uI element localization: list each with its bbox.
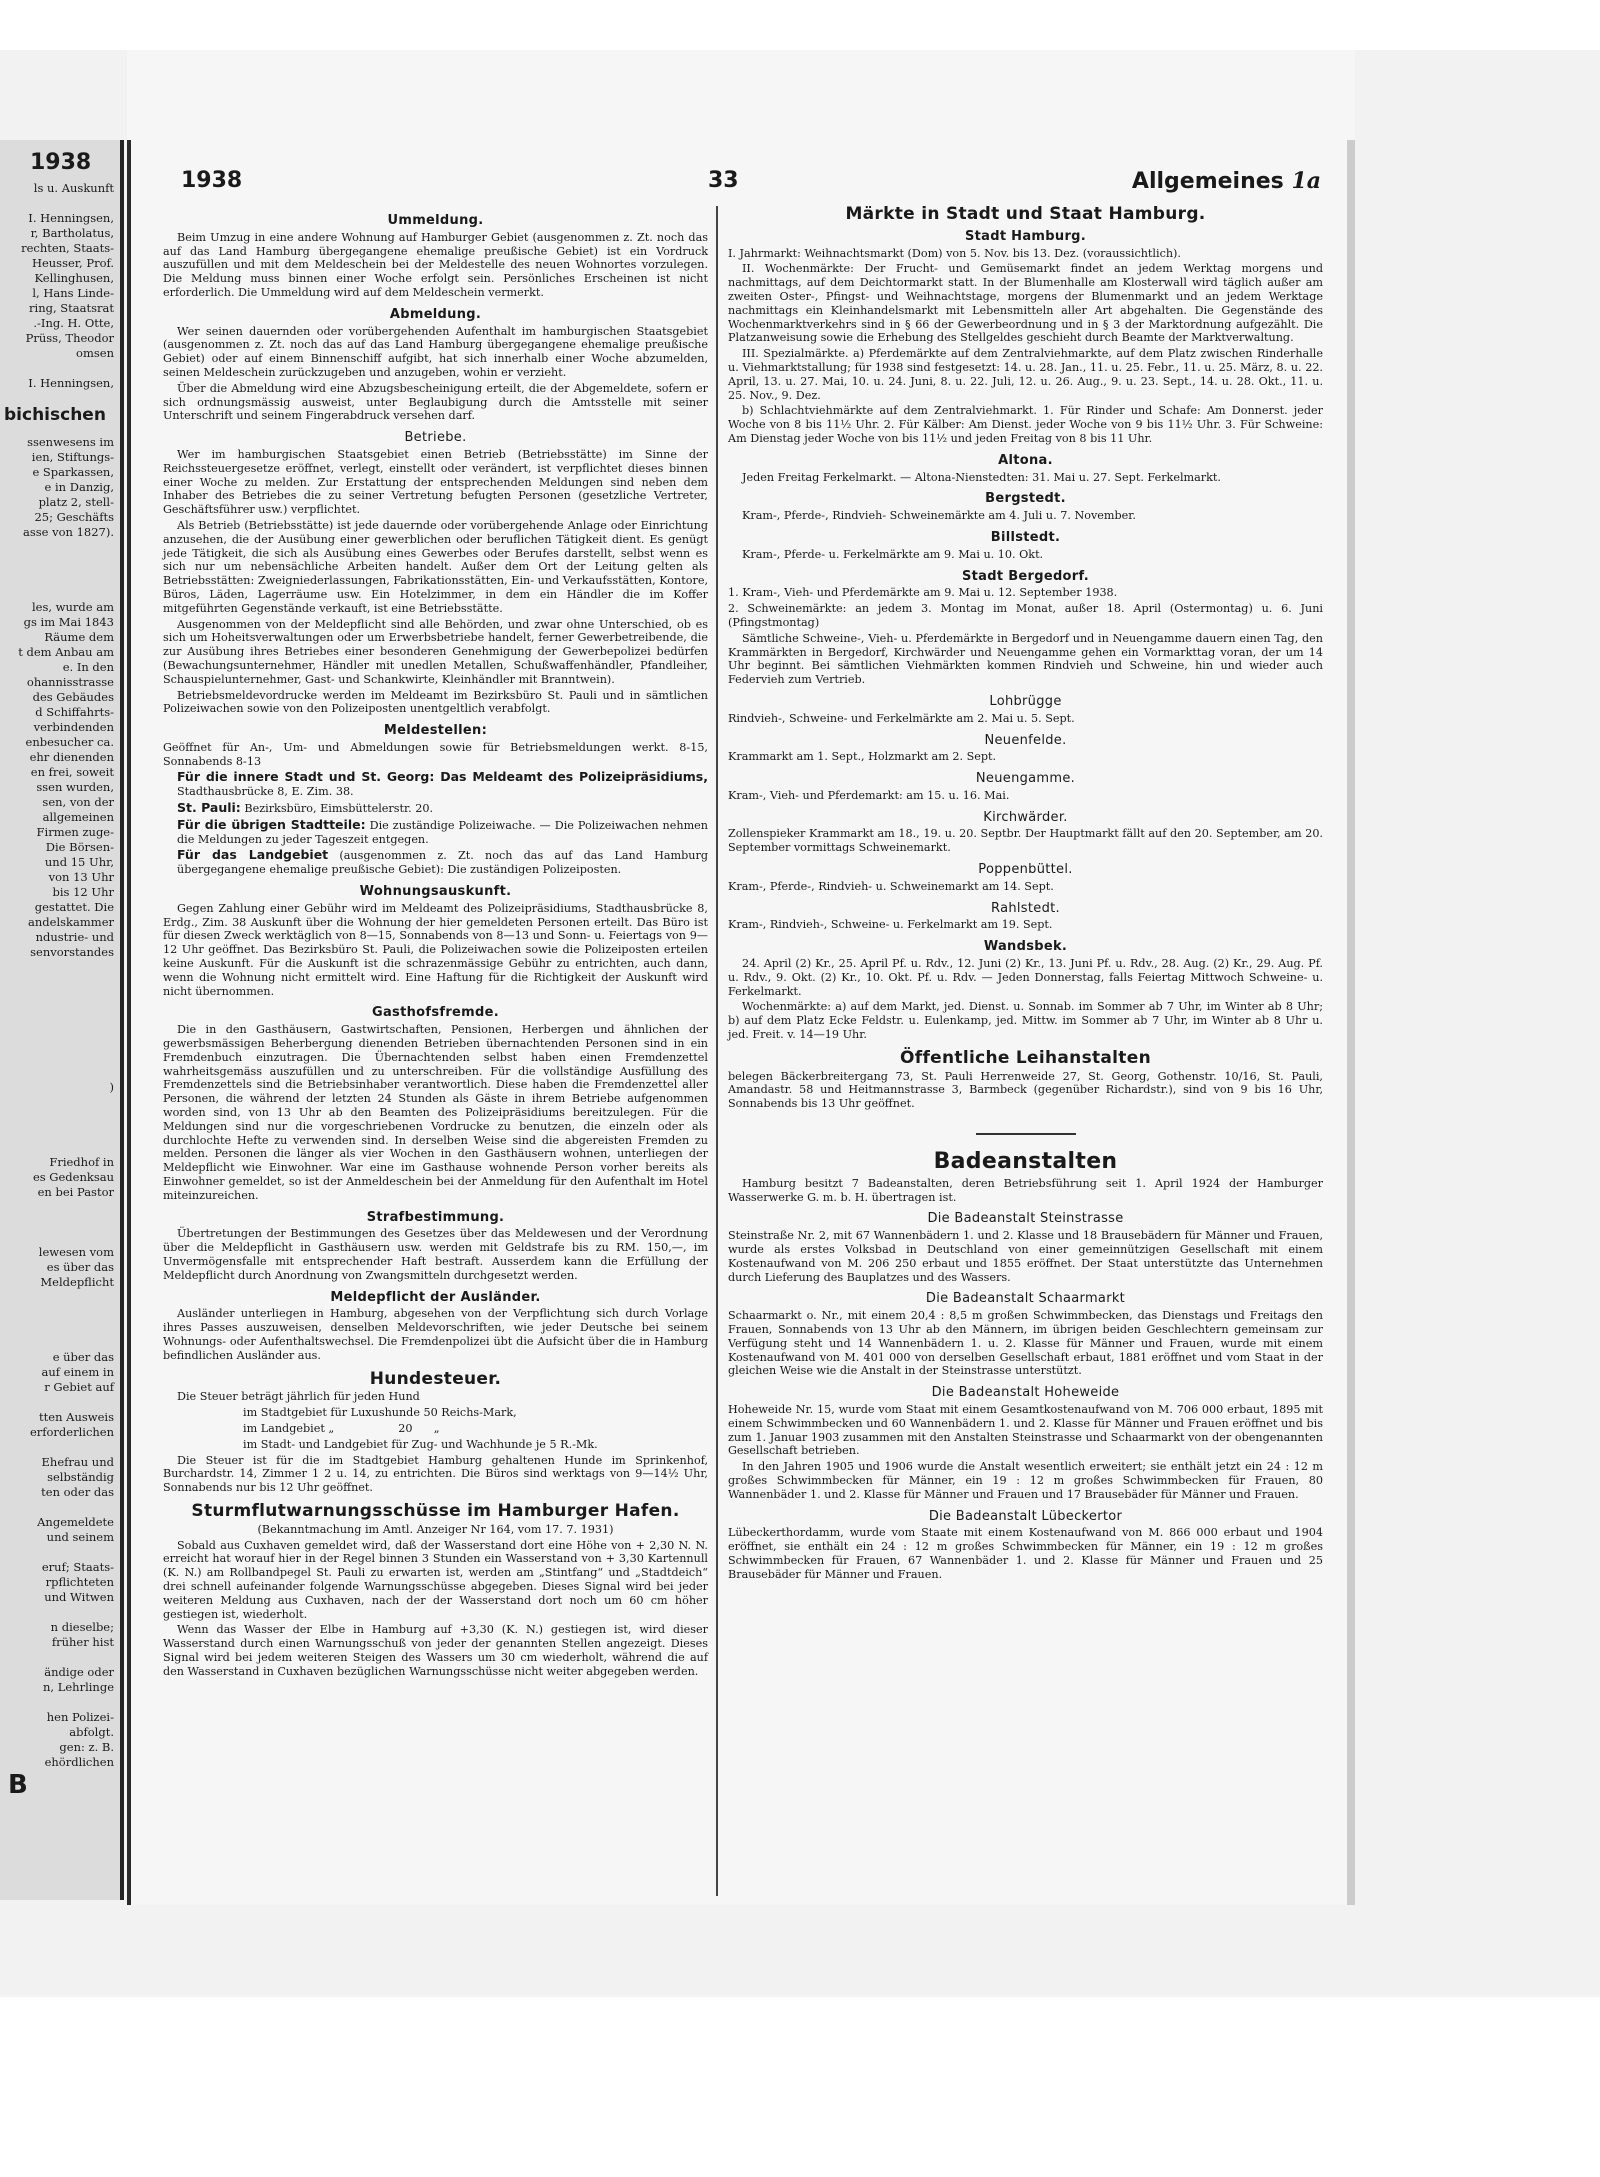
- left-page-bottom-line: en bei Pastor: [37, 1185, 114, 1199]
- left-page-bottom-line: e. In den: [62, 660, 114, 674]
- text-sturmflut-2: Wenn das Wasser der Elbe in Hamburg auf +3,30 (K. N.) gestiegen ist, wird dieser Wasserstand durch einen Warnungsschuß von jeder der genannten Stellen angezeigt. Dieses Signal wird bei jedem weiteren Steigen des Wassers um 30 cm wiederholt, während die auf den Wasserstand in Cuxhaven bezüglichen Warnungsschüsse nicht weiter abgegeben werden.: [163, 1623, 708, 1678]
- left-page-bottom-line: [0, 1500, 114, 1515]
- header-section: [1132, 168, 1321, 194]
- meldestelle-st-pauli: [163, 801, 708, 816]
- left-page-bottom-line: les, wurde am: [31, 600, 114, 614]
- text-betriebe-1: Wer im hamburgischen Staatsgebiet einen Betrieb (Betriebsstätte) im Sinne der Reichssteuergesetze eröffnet, verlegt, einstellt oder verändert, ist verpflichtet dieses binnen einer Woche zu melden. Zur Erstattung der entsprechenden Meldungen sind neben dem Inhaber des Betriebes die zu seiner Vertretung befugten Personen (gesetzliche Vertreter, Geschäftsführer usw.) verpflichtet.: [163, 447, 708, 517]
- text-wandsbek-1: 24. April (2) Kr., 25. April Pf. u. Rdv., 12. Juni (2) Kr., 13. Juni Pf. u. Rdv., 28. Aug. (2) Kr., 29. Aug. Pf. u. Rdv., 9. Okt. (2) Kr., 10. Okt. Pf. u. Rdv. — Jeden Donnerstag, falls Feiertag Mittwoch Schweine- u. Ferkelmarkt.: [728, 957, 1323, 998]
- text-hoheweide-2: In den Jahren 1905 und 1906 wurde die Anstalt wesentlich erweitert; sie enthält jetzt ein 24 : 12 m großes Schwimmbecken für Männer, ein 19 : 12 m großes Schwimmbecken für Frauen, 80 Wannenbäder 1. und 2. Klasse für Männer und Frauen und 17 Brausebäder für Männer und Frauen.: [728, 1460, 1323, 1501]
- heading-bergstedt: Bergstedt.: [985, 491, 1066, 507]
- left-page-bottom-line: [0, 1065, 114, 1080]
- left-page-top-line: r, Bartholatus,: [30, 226, 114, 240]
- meldestelle-uebrige: [163, 818, 708, 847]
- text-meldestellen-intro: Geöffnet für An-, Um- und Abmeldungen sowie für Betriebsmeldungen werkt. 8-15, Sonnabends 8-13: [163, 740, 708, 768]
- left-page-top-line: I. Henningsen,: [28, 376, 114, 390]
- left-page-bottom-line: selbständig: [47, 1470, 114, 1484]
- left-page-bottom-line: [0, 1005, 114, 1020]
- left-page-bottom-line: eruf; Staats-: [41, 1560, 114, 1574]
- text-neuenfelde: Krammarkt am 1. Sept., Holzmarkt am 2. Sept.: [728, 750, 997, 764]
- text-wochenmaerkte: II. Wochenmärkte: Der Frucht- und Gemüsemarkt findet an jedem Werktag morgens und nachmittags, auf dem Deichtormarkt statt. In der Blumenhalle am Klosterwall wird täglich außer am zweiten Oster-, Pfingst- und Weihnachtstage, morgens der Blumenmarkt und an jedem Werktage nachmittags ein Kleinhandelsmarkt mit Lebensmitteln aller Art abgehalten. Die Gegenstände des Wochenmarktverkehrs sind in § 66 der Gewerbeordnung und in § 3 der Marktordnung aufgezählt. Die Platzanweisung sowie die Erhebung des Stellgeldes geschieht durch Beamte der Marktverwaltung.: [728, 262, 1323, 345]
- left-page-bottom-line: Räume dem: [44, 630, 114, 644]
- left-page-bottom-line: und 15 Uhr,: [44, 855, 114, 869]
- text-abmeldung-1: Wer seinen dauernden oder vorübergehenden Aufenthalt im hamburgischen Staatsgebiet (ausgenommen z. Zt. noch das auf das Land Hamburg übergegangene ehemalige preußische Gebiet) oder auf einem Binnenschiff aufgibt, hat sich innerhalb einer Woche abzumelden, seinen Meldeschein zurückzugeben und anzugeben, wohin er verzieht.: [163, 324, 708, 379]
- page: [127, 140, 1351, 1905]
- meldestelle-innere-stadt: [163, 770, 708, 799]
- left-page-top-line: [0, 196, 114, 211]
- left-page-lines-top: [0, 181, 120, 391]
- left-page-bottom-line: ehr dienenden: [29, 750, 114, 764]
- heading-betriebe: Betriebe.: [404, 430, 467, 446]
- left-page-bottom-line: [0, 990, 114, 1005]
- left-page-bottom-line: [0, 570, 114, 585]
- page-right-edge: [1347, 140, 1355, 1905]
- text-sturmflut-1: Sobald aus Cuxhaven gemeldet wird, daß der Wasserstand dort eine Höhe von + 2,30 N. N. erreicht hat worauf hier in der Regel binnen 3 Stunden ein Wasserstand von + 3,30 Kartennull (K. N.) am Rollbandpegel St. Pauli zu erwarten ist, werden am „Stintfang“ und „Stadtdeich“ drei schnell aufeinander folgende Warnungsschüsse abgegeben. Dieses Signal wird bei jeder weiteren Meldung aus Cuxhaven, nach der der Wasserstand dort noch um 60 cm höher gestiegen ist, wiederholt.: [163, 1538, 708, 1621]
- left-page-bottom-line: [0, 1395, 114, 1410]
- left-page-bottom-line: e Sparkassen,: [32, 465, 114, 479]
- text-betriebe-2: Als Betrieb (Betriebsstätte) ist jede dauernde oder vorübergehende Anlage oder Einrichtung anzusehen, die der Ausübung einer gewerblichen oder beruflichen Tätigkeit dient. Es genügt jede Tätigkeit, die sich als Ausübung eines Gewerbes oder Berufes darstellt, selbst wenn es sich nur um nebensächliche Arbeiten handelt. Außer dem Ort der Leitung gelten als Betriebsstätten: Zweigniederlassungen, Fabrikationsstätten, Ein- und Verkaufsstätten, Kontore, Büros, Läden, Lagerräume usw. Ein Hotelzimmer, in dem ein Händler die im Koffer mitgeführten Gegenstände verkauft, ist eine Betriebsstätte.: [163, 518, 708, 615]
- meldestelle-uebrige-label: Für die übrigen Stadtteile:: [177, 816, 366, 832]
- left-page-bottom-line: von 13 Uhr: [48, 870, 114, 884]
- left-page-bottom-line: [0, 1290, 114, 1305]
- heading-gasthofsfremde: Gasthofsfremde.: [372, 1005, 499, 1021]
- left-page-bottom-line: Ehefrau und: [41, 1455, 114, 1469]
- left-page-bottom-line: [0, 960, 114, 975]
- left-page-bottom-line: senvorstandes: [30, 945, 114, 959]
- left-page-bottom-line: e in Danzig,: [44, 480, 114, 494]
- meldestelle-innere-stadt-text: Stadthausbrücke 8, E. Zim. 38.: [177, 785, 354, 799]
- left-page-bottom-line: [0, 1320, 114, 1335]
- column-left: [163, 206, 708, 1681]
- text-schlachtvieh: b) Schlachtviehmärkte auf dem Zentralviehmarkt. 1. Für Rinder und Schafe: Am Donnerst. jeder Woche von 8 bis 11½ Uhr. 2. Für Kälber: Am Dienst. jeder Woche von 9 bis 11½ Uhr. 3. Für Schweine: Am Dienstag jeder Woche von bis 11½ und jeden Freitag von 8 bis 11 Uhr.: [728, 404, 1323, 445]
- header-page-number: 33: [708, 168, 739, 193]
- left-page-bottom-line: gestattet. Die: [34, 900, 114, 914]
- left-page-bottom-line: [0, 555, 114, 570]
- text-abmeldung-2: Über die Abmeldung wird eine Abzugsbescheinigung erteilt, die der Abgemeldete, sofern er sich ordnungsmässig ausweist, unter Beglaubigung durch die Amtsstelle mit seiner Unterschrift und seinem Fingerabdruck versehen darf.: [163, 381, 708, 423]
- left-page-bottom-line: 25; Geschäfts: [34, 510, 114, 524]
- left-page-bottom-line: ): [109, 1080, 114, 1094]
- left-page-bottom-line: [0, 1605, 114, 1620]
- left-page-bottom-line: [0, 1440, 114, 1455]
- meldestelle-st-pauli-label: St. Pauli:: [177, 800, 241, 816]
- text-leihanstalten: belegen Bäckerbreitergang 73, St. Pauli Herrenweide 27, St. Georg, Gothenstr. 10/16, St. Pauli, Amandastr. 58 und Heitmannstrasse 3, Barmbeck (gegenüber Richardstr.), sind von 9 bis 16 Uhr, Sonnabends bis 13 Uhr geöffnet.: [728, 1069, 1323, 1111]
- left-page-bottom-line: n dieselbe;: [50, 1620, 114, 1634]
- left-page-bottom-line: [0, 1215, 114, 1230]
- left-page-bottom-line: früher hist: [51, 1635, 114, 1649]
- heading-rahlstedt: Rahlstedt.: [991, 900, 1060, 916]
- left-page-top-line: Heusser, Prof.: [31, 256, 114, 270]
- left-page-bottom-line: [0, 540, 114, 555]
- left-page-bottom-line: platz 2, stell-: [38, 495, 114, 509]
- left-page-bottom-line: erforderlichen: [29, 1425, 114, 1439]
- left-page-bottom-line: [0, 1035, 114, 1050]
- page-header: [131, 168, 1351, 198]
- left-page-bottom-line: [0, 1695, 114, 1710]
- left-page-top-line: rechten, Staats-: [21, 241, 114, 255]
- left-page-bottom-line: d Schiffahrts-: [35, 705, 114, 719]
- left-page-top-line: ls u. Auskunft: [33, 181, 114, 195]
- left-page-bottom-line: e über das: [52, 1350, 114, 1364]
- heading-schaarmarkt: Die Badeanstalt Schaarmarkt: [925, 1291, 1126, 1307]
- left-page-bottom-line: r Gebiet auf: [44, 1380, 114, 1394]
- left-page-bottom-line: auf einem in: [41, 1365, 114, 1379]
- text-jahrmarkt: I. Jahrmarkt: Weihnachtsmarkt (Dom) von 5. Nov. bis 13. Dez. (voraussichtlich).: [728, 246, 1181, 260]
- left-page-heading: bichischen: [4, 405, 106, 425]
- column-divider: [716, 206, 718, 1896]
- left-page-bottom-line: Meldepflicht: [40, 1275, 114, 1289]
- left-page-bottom-line: rpflichteten: [45, 1575, 114, 1589]
- text-kirchwaerder: Zollenspieker Krammarkt am 18., 19. u. 20. Septbr. Der Hauptmarkt fällt auf den 20. September, am 20. September vormittags Schweinemarkt.: [728, 827, 1323, 855]
- left-page-bottom-line: ndustrie- und: [35, 930, 114, 944]
- heading-neuenfelde: Neuenfelde.: [984, 732, 1067, 748]
- left-page-bottom-line: [0, 1125, 114, 1140]
- heading-ummeldung: Ummeldung.: [387, 213, 484, 228]
- heading-leihanstalten: Öffentliche Leihanstalten: [900, 1047, 1151, 1068]
- left-page-bottom-line: es über das: [46, 1260, 114, 1274]
- left-page-bottom-line: [0, 1545, 114, 1560]
- left-page-bottom-line: [0, 1200, 114, 1215]
- text-poppenbuettel: Kram-, Pferde-, Rindvieh- u. Schweinemarkt am 14. Sept.: [728, 879, 1054, 893]
- left-page-bottom-line: en frei, soweit: [30, 765, 114, 779]
- heading-bergedorf: Stadt Bergedorf.: [962, 568, 1089, 584]
- text-lohbruegge: Rindvieh-, Schweine- und Ferkelmärkte am 2. Mai u. 5. Sept.: [728, 711, 1075, 725]
- heading-meldestellen: Meldestellen:: [383, 723, 488, 739]
- text-bergedorf-2: 2. Schweinemärkte: an jedem 3. Montag im Monat, außer 18. April (Ostermontag) u. 6. Juni (Pfingstmontag): [728, 602, 1323, 629]
- text-hundesteuer-line-1: im Stadtgebiet für Luxushunde 50 Reichs-Mark,: [243, 1406, 517, 1420]
- heading-sturmflut: Sturmflutwarnungsschüsse im Hamburger Hafen.: [191, 1500, 680, 1521]
- heading-wohnungsauskunft: Wohnungsauskunft.: [359, 884, 512, 900]
- heading-billstedt: Billstedt.: [990, 529, 1061, 545]
- left-page-bottom-line: ssenwesens im: [27, 435, 114, 449]
- left-page-bottom-line: [0, 1095, 114, 1110]
- section-rule: [976, 1133, 1076, 1135]
- heading-abmeldung: Abmeldung.: [389, 306, 482, 322]
- left-page-bottom-line: Friedhof in: [49, 1155, 114, 1169]
- heading-steinstrasse: Die Badeanstalt Steinstrasse: [927, 1211, 1124, 1227]
- left-page-bottom-line: bis 12 Uhr: [52, 885, 114, 899]
- left-page-top-line: Kellinghusen,: [34, 271, 114, 285]
- left-page-bottom-line: lewesen vom: [38, 1245, 114, 1259]
- heading-auslaender: Meldepflicht der Ausländer.: [330, 1289, 541, 1305]
- left-page-bottom-line: [0, 1050, 114, 1065]
- text-luebeckertor: Lübeckerthordamm, wurde vom Staate mit einem Kostenaufwand von M. 866 000 erbaut und 1904 eröffnet, sie enthält ein 24 : 12 m großes Schwimmbecken für Männer, ein 19 : 12 m großes Schwimmbecken für Frauen, 67 Wannenbäder 1. und 2. Klasse für Männer und Frauen und 25 Brausebäder für Männer und Frauen.: [728, 1526, 1323, 1581]
- left-page-bottom-line: Die Börsen-: [45, 840, 114, 854]
- left-page-strip: [0, 140, 124, 1900]
- meldestelle-landgebiet: [163, 848, 708, 877]
- column-right: [728, 206, 1323, 1584]
- heading-wandsbek: Wandsbek.: [983, 939, 1068, 955]
- meldestelle-landgebiet-text: (ausgenommen z. Zt. noch das auf das Land Hamburg übergegangene ehemalige preußische Gebiet): Die zuständigen Polizeiposten.: [177, 849, 709, 877]
- left-page-bottom-line: [0, 1335, 114, 1350]
- page-top-margin: [127, 50, 1355, 140]
- text-altona: Jeden Freitag Ferkelmarkt. — Altona-Nienstedten: 31. Mai u. 27. Sept. Ferkelmarkt.: [742, 470, 1221, 484]
- left-page-bottom-line: abfolgt.: [69, 1725, 114, 1739]
- text-bergedorf-1: 1. Kram-, Vieh- und Pferdemärkte am 9. Mai u. 12. September 1938.: [728, 586, 1118, 600]
- left-page-bottom-line: und Witwen: [44, 1590, 114, 1604]
- meldestelle-uebrige-text: Die zuständige Polizeiwache. — Die Polizeiwachen nehmen die Meldungen zu jeder Tageszeit entgegen.: [177, 818, 709, 846]
- left-page-bottom-line: tten Ausweis: [39, 1410, 114, 1424]
- left-page-top-line: I. Henningsen,: [28, 211, 114, 225]
- left-page-bottom-line: [0, 1110, 114, 1125]
- text-hoheweide-1: Hoheweide Nr. 15, wurde vom Staat mit einem Gesamtkostenaufwand von M. 706 000 erbaut, 1895 mit einem Schwimmbecken und 60 Wannenbädern 1. und 2. Klasse für Männer und Frauen eröffnet und bis zum 1. Januar 1903 zusammen mit den Anstalten Steinstrasse und Schaarmarkt von der obengenannten Gesellschaft betrieben.: [728, 1402, 1323, 1458]
- heading-badeanstalten: Badeanstalten: [933, 1149, 1118, 1175]
- left-page-bottom-line: es Gedenksau: [32, 1170, 114, 1184]
- text-schaarmarkt: Schaarmarkt o. Nr., mit einem 20,4 : 8,5 m großen Schwimmbecken, das Dienstags und Freitags den Frauen, Sonnabends von 13 Uhr ab den Männern, im übrigen beiden Geschlechtern gemeinsam zur Verfügung steht und 14 Wannenbädern 1. u. 2. Klasse für Männer und Frauen, wurde mit einem Kostenaufwand von M. 401 000 von derselben Gesellschaft erbaut, 1881 eröffnet und vom Staat in der gleichen Weise wie die Anstalt in der Steinstrasse unterstützt.: [728, 1309, 1323, 1378]
- left-page-bottom-line: allgemeinen: [42, 810, 114, 824]
- left-page-lines-bottom: [0, 435, 120, 1770]
- left-page-bottom-line: [0, 1650, 114, 1665]
- heading-poppenbuettel: Poppenbüttel.: [978, 862, 1073, 878]
- text-bergstedt: Kram-, Pferde-, Rindvieh- Schweinemärkte am 4. Juli u. 7. November.: [742, 509, 1136, 523]
- left-page-bottom-line: [0, 1305, 114, 1320]
- text-rahlstedt: Kram-, Rindvieh-, Schweine- u. Ferkelmarkt am 19. Sept.: [728, 918, 1053, 932]
- left-page-top-line: .-Ing. H. Otte,: [33, 316, 114, 330]
- text-auslaender: Ausländer unterliegen in Hamburg, abgesehen von der Verpflichtung sich durch Vorlage ihres Passes auszuweisen, denselben Meldevorschriften, wie jeder Deutsche bei seinem Wohnungs- oder Aufenthaltswechsel. Die Fremdenpolizei übt die Aufsicht über die in Hamburg befindlichen Ausländer aus.: [163, 1307, 708, 1362]
- left-page-bottom-line: [0, 975, 114, 990]
- heading-kirchwaerder: Kirchwärder.: [983, 809, 1068, 825]
- left-page-bottom-line: ien, Stiftungs-: [31, 450, 114, 464]
- left-page-top-line: [0, 361, 114, 376]
- text-badeanstalten-intro: Hamburg besitzt 7 Badeanstalten, deren Betriebsführung seit 1. April 1924 der Hamburger Wasserwerke G. m. b. H. übertragen ist.: [728, 1176, 1323, 1204]
- text-wandsbek-2: Wochenmärkte: a) auf dem Markt, jed. Dienst. u. Sonnab. im Sommer ab 7 Uhr, im Winter ab 8 Uhr; b) auf dem Platz Ecke Feldstr. u. Eulenkamp, jed. Mittw. im Sommer ab 7 Uhr, im Winter ab 8 Uhr u. jed. Freit. v. 14—19 Uhr.: [728, 1000, 1323, 1042]
- text-bergedorf-3: Sämtliche Schweine-, Vieh- u. Pferdemärkte in Bergedorf und in Neuengamme dauern einen Tag, den Krammärkten in Bergedorf, Kirchwärder und Neuengamme gehen ein Vormarkttag voran, der um 14 Uhr beginnt. Bei sämtlichen Viehmärkten kommen Rindvieh und Schweine, hin und wieder auch Federvieh zum Vertrieb.: [728, 631, 1323, 687]
- left-page-top-line: l, Hans Linde-: [32, 286, 114, 300]
- text-billstedt: Kram-, Pferde- u. Ferkelmärkte am 9. Mai u. 10. Okt.: [742, 547, 1044, 561]
- left-page-bottom-line: und seinem: [46, 1530, 114, 1544]
- heading-hoheweide: Die Badeanstalt Hoheweide: [931, 1385, 1120, 1401]
- left-page-bottom-line: andelskammer: [28, 915, 114, 929]
- left-page-bottom-line: ohannisstrasse: [26, 675, 114, 689]
- left-page-year: 1938: [30, 150, 92, 175]
- left-page-bottom-line: enbesucher ca.: [25, 735, 114, 749]
- left-page-bottom-line: ten oder das: [41, 1485, 114, 1499]
- heading-strafbestimmung: Strafbestimmung.: [366, 1209, 505, 1225]
- heading-hundesteuer: Hundesteuer.: [369, 1368, 502, 1389]
- text-steinstrasse: Steinstraße Nr. 2, mit 67 Wannenbädern 1. und 2. Klasse und 18 Brausebädern für Männer und Frauen, wurde als erstes Volksbad in Deutschland von einer gemeinnützigen Gesellschaft mit einem Kostenaufwand von M. 206 250 erbaut und 1855 eröffnet. Der Staat unterstützte das Unternehmen durch Lieferung des Bauplatzes und des Wassers.: [728, 1229, 1323, 1284]
- heading-luebeckertor: Die Badeanstalt Lübeckertor: [928, 1508, 1123, 1524]
- text-hundesteuer-intro: Die Steuer beträgt jährlich für jeden Hund: [177, 1390, 420, 1404]
- left-page-bottom-line: hen Polizei-: [46, 1710, 114, 1724]
- left-page-bottom-line: [0, 585, 114, 600]
- left-page-bottom-line: Firmen zuge-: [36, 825, 114, 839]
- heading-stadt-hamburg: Stadt Hamburg.: [964, 228, 1086, 244]
- heading-lohbruegge: Lohbrügge: [989, 693, 1062, 709]
- header-section-name: Allgemeines: [1131, 169, 1284, 194]
- left-page-top-line: Prüss, Theodor: [25, 331, 114, 345]
- left-page-bottom-line: ändige oder: [44, 1665, 114, 1679]
- left-page-bottom-line: asse von 1827).: [22, 525, 114, 539]
- left-page-top-line: omsen: [76, 346, 114, 360]
- left-page-bottom-line: [0, 1020, 114, 1035]
- left-page-bottom-letter: B: [8, 1770, 28, 1800]
- text-ummeldung: Beim Umzug in eine andere Wohnung auf Hamburger Gebiet (ausgenommen z. Zt. noch das auf das Land Hamburg übergegangene ehemalige preußische Gebiet) ist ein Vordruck auszufüllen und mit dem Meldeschein bei der Meldestelle des neuen Wohnortes vorzulegen. Die Meldung muss binnen einer Woche erfolgt sein. Persönliches Erscheinen ist nicht erforderlich. Die Ummeldung wird auf dem Meldeschein vermerkt.: [163, 230, 708, 299]
- left-page-bottom-line: ehördlichen: [44, 1755, 114, 1769]
- left-page-bottom-line: n, Lehrlinge: [43, 1680, 114, 1694]
- left-page-bottom-line: gen: z. B.: [59, 1740, 114, 1754]
- header-section-suffix: 1a: [1291, 168, 1321, 194]
- meldestelle-landgebiet-label: Für das Landgebiet: [177, 847, 329, 863]
- text-hundesteuer-line-2: im Landgebiet „ 20 „: [243, 1421, 440, 1435]
- left-page-bottom-line: ssen wurden,: [36, 780, 114, 794]
- left-page-top-line: ring, Staatsrat: [29, 301, 114, 315]
- left-page-bottom-line: t dem Anbau am: [18, 645, 114, 659]
- text-gasthofsfremde: Die in den Gasthäusern, Gastwirtschaften, Pensionen, Herbergen und ähnlichen der gewerbsmässigen Beherbergung dienenden Betrieben übernachtenden Personen sind in ein Fremdenbuch einzutragen. Die Übernachtenden selbst haben einen Fremdenzettel wahrheitsgemäss auszufüllen und zu unterschreiben. Für die vollständige Ausfüllung des Fremdenzettels sind die Betriebsinhaber verantwortlich. Diese haben die Fremdenzettel aller Personen, die während der letzten 24 Stunden als Gäste in ihrem Betriebe aufgenommen worden sind, von 13 Uhr ab den Beamten des Polizeipräsidiums bereitzulegen. Für die Meldungen sind nur die vorgeschriebenen Vordrucke zu benutzen, die einzeln oder als durchlochte Hefte zu verwenden sind. In derselben Weise sind die abgereisten Fremden zu melden. Personen die länger als vier Wochen in den Gasthäusern wohnen, unterliegen der Meldepflicht wie Einwohner. War eine im Gasthause wohnende Person vorher bereits als Einwohner gemeldet, so ist der Anmeldeschein bei der Anmeldung für den Aufenthalt im Hotel miteinzureichen.: [163, 1023, 708, 1202]
- left-page-bottom-line: des Gebäudes: [32, 690, 114, 704]
- left-page-bottom-line: gs im Mai 1843: [23, 615, 114, 629]
- heading-maerkte: Märkte in Stadt und Staat Hamburg.: [845, 204, 1206, 224]
- heading-neuengamme: Neuengamme.: [975, 771, 1076, 787]
- text-hundesteuer-line-3: im Stadt- und Landgebiet für Zug- und Wachhunde je 5 R.-Mk.: [243, 1437, 598, 1451]
- header-year: 1938: [181, 168, 243, 193]
- left-page-bottom-line: [0, 1230, 114, 1245]
- meldestelle-st-pauli-text: Bezirksbüro, Eimsbüttelerstr. 20.: [244, 802, 433, 816]
- text-strafbestimmung: Übertretungen der Bestimmungen des Gesetzes über das Meldewesen und der Verordnung über die Meldepflicht in Gasthäusern usw. werden mit Geldstrafe bis zu RM. 150,—, im Unvermögensfalle mit entsprechender Haft bestraft. Ausserdem kann die Erfüllung der Meldepflicht durch Anordnung von Zwangsmitteln durchgesetzt werden.: [163, 1227, 708, 1282]
- left-page-bottom-line: [0, 1140, 114, 1155]
- text-spezialmaerkte: III. Spezialmärkte. a) Pferdemärkte auf dem Zentralviehmarkte, auf dem Platz zwischen Rinderhalle u. Viehmarktstallung; für 1938 sind festgesetzt: 14. u. 28. Jan., 11. u. 25. Febr., 11. u. 25. März, 8. u. 22. April, 13. u. 27. Mai, 10. u. 24. Juni, 8. u. 22. Juli, 12. u. 26. Aug., 9. u. 23. Sept., 14. u. 28. Okt., 11. u. 25. Nov., 9. Dez.: [728, 347, 1323, 402]
- text-neuengamme: Kram-, Vieh- und Pferdemarkt: am 15. u. 16. Mai.: [728, 788, 1010, 802]
- text-wohnungsauskunft: Gegen Zahlung einer Gebühr wird im Meldeamt des Polizeipräsidiums, Stadthausbrücke 8, Erdg., Zim. 38 Auskunft über die Wohnung der hier gemeldeten Personen erteilt. Das Büro ist für diesen Zweck werktäglich von 8—15, Sonnabends von 8—13 und Sonn- u. Feiertags von 9—12 Uhr geöffnet. Das Bezirksbüro St. Pauli, die Polizeiwachen sowie die Polizeiposten erteilen keine Auskunft. Für die Auskunft ist die schrazenmässige Gebühr zu entrichten, auch dann, wenn die Wohnung nicht ermittelt wird. Eine Haftung für die Richtigkeit der Auskunft wird nicht übernommen.: [163, 901, 708, 998]
- text-hundesteuer: Die Steuer ist für die im Stadtgebiet Hamburg gehaltenen Hunde im Sprinkenhof, Burchardstr. 14, Zimmer 1 2 u. 14, zu entrichten. Die Büros sind werktags von 9—14½ Uhr, Sonnabends nur bis 12 Uhr geöffnet.: [163, 1453, 708, 1495]
- left-page-bottom-line: verbindenden: [33, 720, 114, 734]
- text-betriebe-3: Ausgenommen von der Meldepflicht sind alle Behörden, und zwar ohne Unterschied, ob es sich um Hoheitsverwaltungen oder um Erwerbsbetriebe handelt, ferner Gewerbetreibende, die zur Ausübung ihres Betriebes einer besonderen Genehmigung der Gewerbepolizei bedürfen (Bewachungsunternehmer, Händler mit unedlen Metallen, Schußwaffenhändler, Pfandleiher, Schauspielunternehmer, Gast- und Schankwirte, Kleinhändler mit Branntwein).: [163, 617, 708, 686]
- text-betriebe-4: Betriebsmeldevordrucke werden im Meldeamt im Bezirksbüro St. Pauli und in sämtlichen Polizeiwachen sowie von den Polizeiposten unentgeltlich verabfolgt.: [163, 688, 708, 716]
- meldestelle-innere-stadt-label: Für die innere Stadt und St. Georg: Das Meldeamt des Polizeipräsidiums,: [177, 769, 708, 785]
- heading-altona: Altona.: [998, 452, 1053, 468]
- left-page-bottom-line: sen, von der: [42, 795, 114, 809]
- left-page-bottom-line: Angemeldete: [37, 1515, 114, 1529]
- text-sturmflut-sub: (Bekanntmachung im Amtl. Anzeiger Nr 164, vom 17. 7. 1931): [257, 1522, 614, 1536]
